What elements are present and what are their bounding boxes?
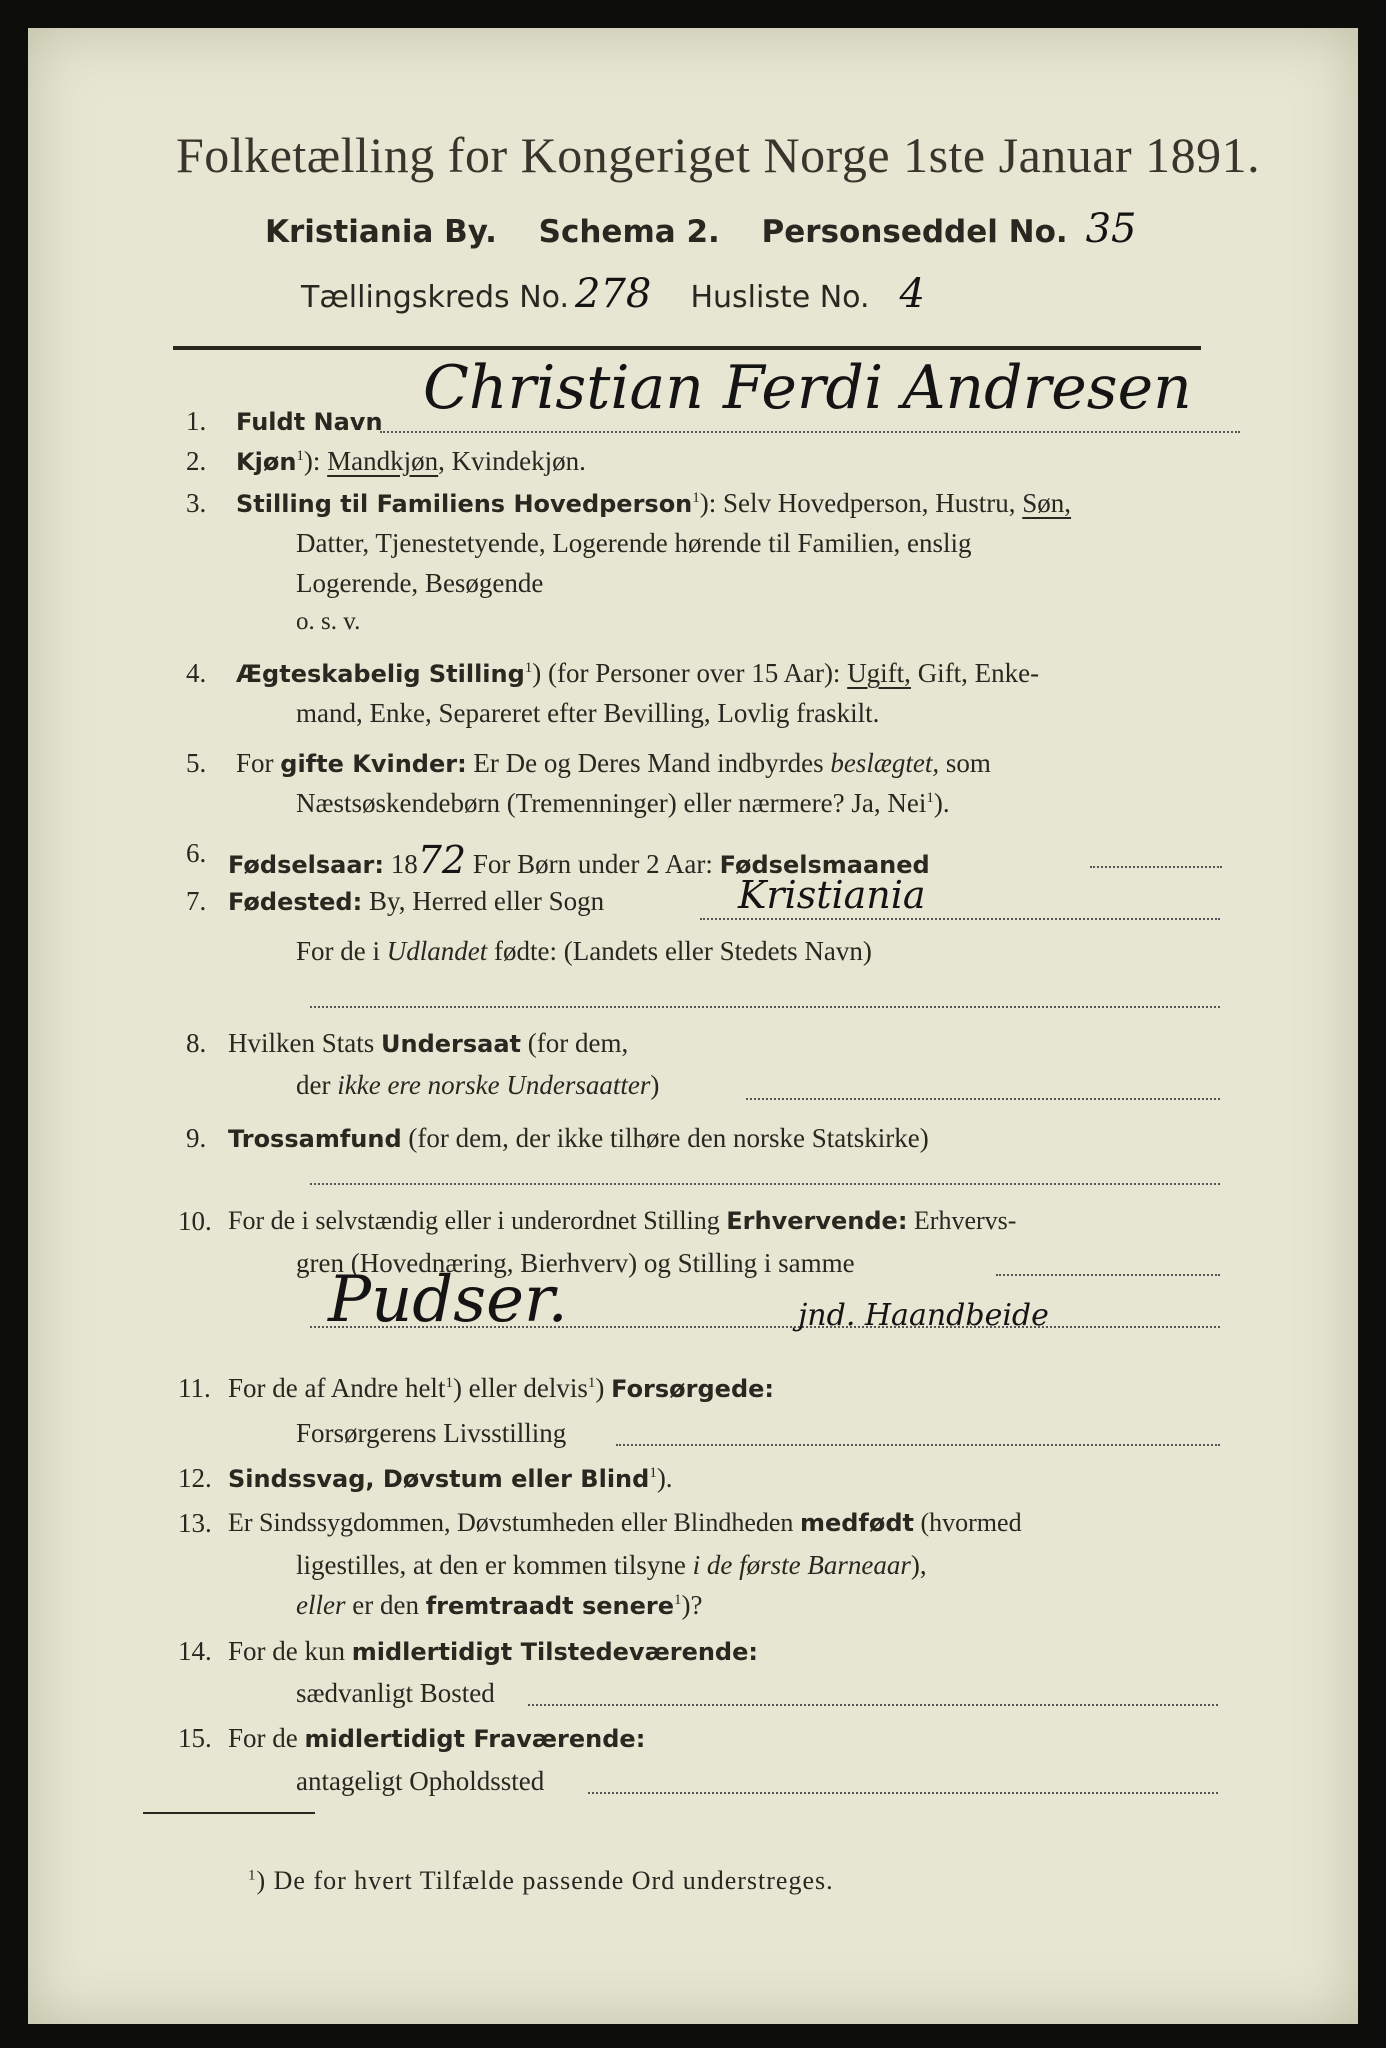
birth-year-handwritten: 72	[417, 838, 467, 882]
item-5-sup: 1	[926, 790, 934, 806]
item-4-selected-option: Ugift,	[847, 658, 911, 688]
item-14-number: 14.	[178, 1636, 212, 1666]
item-13-line-3-mid: er den	[345, 1590, 426, 1620]
item-6-dotted-line	[1090, 866, 1222, 868]
item-10-pre: For de i selvstændig eller i underordnet Stilling	[228, 1206, 727, 1235]
item-12-line	[228, 1463, 673, 1494]
husliste-label: Husliste No.	[690, 280, 870, 315]
item-11-dotted-line	[616, 1444, 1220, 1446]
header-rule	[173, 346, 1201, 350]
item-7-label: Fødested:	[228, 888, 363, 916]
item-12-sup: 1	[649, 1465, 657, 1481]
full-name-handwritten: Christian Ferdi Andresen	[423, 353, 1192, 423]
birth-year-prefix: 18	[390, 849, 418, 879]
item-14-line-2: sædvanligt Bosted	[296, 1678, 495, 1708]
item-6-label: Fødselsaar:	[228, 851, 384, 879]
item-8-italic: ikke ere norske Undersaatter	[337, 1070, 651, 1100]
item-13-line-2-end: ),	[910, 1550, 927, 1580]
item-3-number: 3.	[186, 488, 207, 518]
item-9-dotted-line	[310, 1183, 1220, 1185]
item-10-number: 10.	[178, 1206, 212, 1236]
item-11-pre: For de af Andre helt	[228, 1373, 446, 1403]
item-7-dotted-line	[700, 918, 1220, 920]
item-11-line-2: Forsørgerens Livsstilling	[296, 1418, 567, 1448]
item-5-rest: som	[939, 748, 991, 778]
item-8-label: Undersaat	[381, 1030, 522, 1058]
schema-label: Schema 2.	[538, 214, 720, 250]
item-5-end: ).	[933, 788, 950, 818]
husliste-number: 4	[899, 271, 925, 317]
item-13-italic: i de første Barneaar	[692, 1550, 911, 1580]
item-5-line-2	[296, 788, 950, 819]
item-3-selected-option: Søn,	[1022, 488, 1072, 518]
item-5-italic: beslægtet,	[830, 748, 940, 778]
item-3-line-4: o. s. v.	[296, 608, 361, 635]
item-5-line-1	[236, 748, 991, 779]
item-10-label: Erhvervende:	[726, 1207, 908, 1235]
item-3-line-1	[236, 488, 1071, 519]
item-13-line-3-italic: eller	[296, 1590, 346, 1620]
item-3-label: Stilling til Familiens Hovedperson	[236, 490, 693, 518]
item-13-number: 13.	[178, 1508, 212, 1538]
item-10-line-2: gren (Hovednæring, Bierhverv) og Stilling i samme	[296, 1248, 855, 1278]
item-14-label: midlertidigt Tilstedeværende:	[351, 1638, 758, 1666]
item-14-pre: For de kun	[228, 1636, 352, 1666]
item-13-line-3-bold: fremtraadt senere	[425, 1592, 675, 1620]
birthplace-handwritten: Kristiania	[738, 873, 926, 917]
item-7-line-2-rest: fødte: (Landets eller Stedets Navn)	[487, 936, 872, 966]
item-12-label: Sindssvag, Døvstum eller Blind	[228, 1465, 650, 1493]
item-2-options: , Kvindekjøn.	[438, 446, 586, 476]
item-11-end: )	[595, 1373, 612, 1403]
item-4-number: 4.	[186, 658, 207, 688]
item-12-number: 12.	[178, 1463, 212, 1493]
item-15-line-2: antageligt Opholdssted	[296, 1766, 545, 1796]
census-form	[28, 28, 1358, 2024]
item-1-number: 1.	[186, 406, 207, 436]
item-7-number: 7.	[186, 886, 207, 916]
item-13-sup: 1	[674, 1592, 682, 1608]
item-1-label: Fuldt Navn	[236, 408, 383, 436]
item-4-rest: Gift, Enke-	[910, 658, 1040, 688]
item-10-dotted-line	[996, 1274, 1220, 1276]
item-10-rest: Erhvervs-	[907, 1206, 1017, 1235]
item-13-line-1	[228, 1508, 1022, 1538]
item-5-label: gifte Kvinder:	[280, 750, 467, 778]
item-7-line-2-pre: For de i	[296, 936, 387, 966]
personseddel-number: 35	[1085, 206, 1137, 252]
footnote-sup: 1	[248, 1867, 257, 1884]
item-15-line-1	[228, 1723, 645, 1754]
item-3-text: ): Selv Hovedperson, Hustru,	[699, 488, 1023, 518]
item-8-pre: Hvilken Stats	[228, 1028, 381, 1058]
footnote-rule	[143, 1812, 315, 1814]
occupation-handwritten: Pudser.	[328, 1263, 568, 1337]
item-13-line-3-end: )?	[681, 1590, 703, 1620]
item-14-line-1	[228, 1636, 758, 1667]
item-2-label: Kjøn	[236, 448, 297, 476]
city-label: Kristiania By.	[265, 214, 497, 250]
item-2-pre: ):	[303, 446, 328, 476]
item-9-line	[228, 1123, 929, 1154]
kreds-number: 278	[575, 271, 652, 317]
item-2-sup: 1	[296, 448, 304, 464]
item-13-pre: Er Sindssygdommen, Døvstumheden eller Blindheden	[228, 1508, 800, 1537]
item-8-line-2	[296, 1070, 659, 1101]
item-11-label: Forsørgede:	[611, 1375, 775, 1403]
item-3-line-3: Logerende, Besøgende	[296, 568, 544, 598]
item-11-sup: 1	[445, 1375, 453, 1391]
form-title: Folketælling for Kongeriget Norge 1ste Januar 1891.	[176, 127, 1261, 183]
item-15-pre: For de	[228, 1723, 305, 1753]
item-5-pre: For	[236, 748, 281, 778]
item-5-text: Er De og Deres Mand indbyrdes	[466, 748, 831, 778]
item-9-rest: (for dem, der ikke tilhøre den norske Statskirke)	[401, 1123, 929, 1153]
item-7-text: By, Herred eller Sogn	[362, 886, 605, 916]
item-15-number: 15.	[178, 1723, 212, 1753]
item-5-number: 5.	[186, 748, 207, 778]
item-4-text: ) (for Personer over 15 Aar):	[532, 658, 848, 688]
personseddel-label: Personseddel No.	[761, 214, 1068, 250]
item-5-line-2-text: Næstsøskendebørn (Tremenninger) eller nærmere? Ja, Nei	[296, 788, 927, 818]
item-13-line-2	[296, 1550, 927, 1581]
footnote	[248, 1866, 834, 1896]
occupation-detail-handwritten: jnd. Haandbeide	[798, 1298, 1049, 1333]
header-line-3	[301, 271, 925, 317]
item-3-line-2: Datter, Tjenestetyende, Logerende hørende til Familien, enslig	[296, 528, 972, 558]
item-6-label-2: Fødselsmaaned	[719, 851, 930, 879]
item-13-line-3	[296, 1590, 703, 1621]
item-11-number: 11.	[178, 1373, 211, 1403]
item-10-line-1	[228, 1206, 1016, 1236]
item-9-number: 9.	[186, 1123, 207, 1153]
item-8-line-2-pre: der	[296, 1070, 338, 1100]
item-11-mid: ) eller delvis	[452, 1373, 588, 1403]
item-15-dotted-line	[588, 1792, 1218, 1794]
item-6-mid: For Børn under 2 Aar:	[466, 849, 720, 879]
item-1-dotted-line	[380, 431, 1240, 433]
item-2-number: 2.	[186, 446, 207, 476]
item-4-line-2: mand, Enke, Separeret efter Bevilling, Lovlig fraskilt.	[296, 698, 880, 728]
item-8-rest: (for dem,	[521, 1028, 629, 1058]
item-13-label: medfødt	[799, 1509, 914, 1537]
item-8-line-1	[228, 1028, 628, 1059]
item-11-sup-2: 1	[587, 1375, 596, 1391]
item-8-end: )	[650, 1070, 660, 1100]
item-7-italic: Udlandet	[386, 936, 488, 966]
item-7-dotted-line-2	[310, 1006, 1220, 1008]
item-15-label: midlertidigt Fraværende:	[304, 1725, 646, 1753]
item-4-sup: 1	[524, 660, 533, 676]
item-7-line-1	[228, 886, 604, 917]
item-14-dotted-line	[528, 1704, 1218, 1706]
item-12-end: ).	[656, 1463, 673, 1493]
item-3-sup: 1	[692, 490, 700, 506]
footnote-text: ) De for hvert Tilfælde passende Ord understreges.	[256, 1866, 834, 1895]
item-2-line	[236, 446, 586, 477]
item-13-line-2-pre: ligestilles, at den er kommen tilsyne	[296, 1550, 693, 1580]
item-2-selected-option: Mandkjøn	[327, 446, 439, 476]
item-11-line-1	[228, 1373, 774, 1404]
kreds-label: Tællingskreds No.	[301, 280, 569, 315]
item-4-label: Ægteskabelig Stilling	[236, 660, 525, 688]
item-9-label: Trossamfund	[228, 1125, 402, 1153]
item-13-rest: (hvormed	[913, 1508, 1022, 1537]
item-7-line-2	[296, 936, 872, 967]
item-4-line-1	[236, 658, 1039, 689]
item-8-number: 8.	[186, 1028, 207, 1058]
item-6-number: 6.	[186, 838, 207, 868]
item-8-dotted-line	[746, 1098, 1220, 1100]
header-line-2	[265, 206, 1136, 252]
